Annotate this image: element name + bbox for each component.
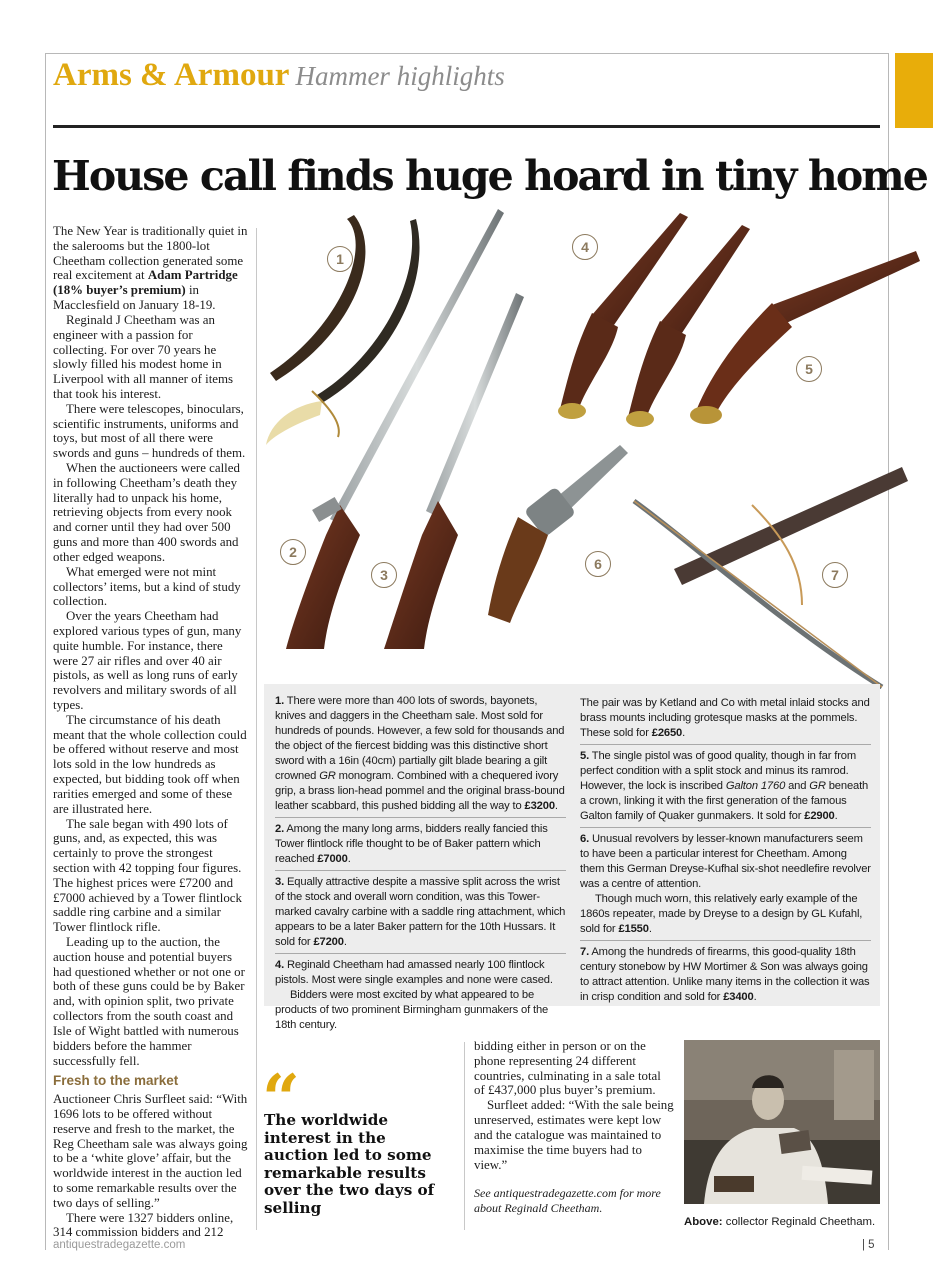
paragraph: What emerged were not mint collectors’ items, but a kind of study collection. xyxy=(53,564,241,609)
pull-quote: The worldwide interest in the auction led to some remarkable results over the two days of selling xyxy=(264,1111,435,1217)
caption-3: 3. Equally attractive despite a massive split across the wrist of the stock and overall worn condition, was this Tower-marked cavalry carbine with a saddle ring attachment, which appears to be a later Baker pattern for the 10th Hussars. It sold for £7200. xyxy=(275,875,566,954)
paragraph: Over the years Cheetham had explored various types of gun, many quite humble. For instance, there were 27 air rifles and over 40 air pistols, as well as long runs of early revolvers and military swords of all types. xyxy=(53,609,242,712)
captions-column-left xyxy=(275,694,566,1040)
paragraph: The sale began with 490 lots of guns, and, as expected, this was certainly to prove the strongest section with 42 topping four figures. The highest prices were £7200 and £7000 achieved by a Tower flintlock saddle ring carbine and a similar Tower flintlock rifle. xyxy=(53,816,242,935)
captions-box xyxy=(264,684,880,1031)
collector-photo xyxy=(684,1040,880,1204)
section-header xyxy=(53,57,505,94)
header-rule xyxy=(53,125,880,128)
column-divider xyxy=(256,228,257,1230)
column-divider xyxy=(464,1042,465,1230)
caption-2: 2. Among the many long arms, bidders really fancied this Tower flintlock rifle thought to be of Baker pattern which reached £7000. xyxy=(275,822,566,871)
paragraph: The New Year is traditionally quiet in the salerooms but the 1800-lot Cheetham collection generated some real excitement at Adam Partridge (18% buyer’s premium) in Macclesfield on January 18-19. xyxy=(53,224,248,313)
paragraph: There were telescopes, binoculars, scientific instruments, uniforms and toys, but most of all there were swords and guns – hundreds of them. xyxy=(53,401,246,461)
single-pistol-illustration xyxy=(690,251,920,424)
caption-6: 6. Unusual revolvers by lesser-known manufacturers seem to have been a particular interest for Cheetham. Among them this German Dreyse-Kufhal six-shot needlefire revolver was a centre of attention. Though much worn, this relatively early example of the 1860s repeater, made by Dreyse to a design by GL Kufahl, sold for £1550. xyxy=(580,832,871,941)
paragraph: When the auctioneers were called in following Cheetham’s death they literally had to unpack his home, retrieving objects from every nook and corner until they had over 500 guns and more than 400 swords and other edged weapons. xyxy=(53,461,240,564)
page-number: | 5 xyxy=(862,1239,875,1251)
section-name: Arms & Armour xyxy=(53,57,290,93)
page-title: House call finds huge hoard in tiny home xyxy=(52,152,927,200)
photo-badge-1: 1 xyxy=(327,246,353,272)
caption-7: 7. Among the hundreds of firearms, this good-quality 18th century stonebow by HW Mortimer & Son was always going to attract attention. Unlike many items in the collection it was in crisp condition and sold for £3400. xyxy=(580,946,870,1003)
caption-1: 1. There were more than 400 lots of swords, bayonets, knives and daggers in the Cheetham sale. Most sold for hundreds of pounds. However, a few sold for thousands and the object of the fiercest bidding was this distinctive short sword with a 16in (40cm) partially gilt blade bearing a gilt crowned GR monogram. Combined with a chequered ivory grip, a brass lion-head pommel and the original brass-bound leather scabbard, this pushed bidding all the way to £3200. xyxy=(275,694,566,818)
revolver-illustration xyxy=(488,445,628,623)
photo-badge-3: 3 xyxy=(371,562,397,588)
paragraph: Auctioneer Chris Surfleet said: “With 1696 lots to be offered without reserve and fresh to the market, the Reg Cheetham sale was always going to be a ‘white glove’ affair, but the worldwide interest in the auction led to some remarkable results over the two days of selling.” xyxy=(53,1092,248,1210)
subheading: Fresh to the market xyxy=(53,1073,179,1089)
caption-5: 5. The single pistol was of good quality, though in far from perfect condition with a split stock and minus its ramrod. However, the lock is inscribed Galton 1760 and GR beneath a crown, linking it with the first generation of the famous Galton family of Quaker gunmakers. It sold for £2900. xyxy=(580,749,871,828)
caption-4-continued: The pair was by Ketland and Co with metal inlaid stocks and brass mounts including grotesque masks at the pommels. These sold for £2650. xyxy=(580,696,871,745)
rifle-illustration xyxy=(286,209,504,649)
article-column-left xyxy=(53,224,248,1240)
paragraph: Leading up to the auction, the auction house and potential buyers had questioned whether or not one or both of these guns could be by Baker and, with opinion split, two private collectors from the south coast and Isle of Wight battled with numerous bidders before the hammer successfully fell. xyxy=(53,935,245,1068)
photo-badge-6: 6 xyxy=(585,551,611,577)
section-color-tab xyxy=(895,53,933,128)
photo-badge-7: 7 xyxy=(822,562,848,588)
section-subtitle: Hammer highlights xyxy=(295,61,505,91)
paragraph: bidding either in person or on the phone representing 24 different countries, culminating in a sale total of £437,000 plus buyer’s premium. xyxy=(474,1039,661,1098)
article-column-middle xyxy=(474,1039,674,1215)
crossbow-illustration xyxy=(634,467,908,687)
paragraph: There were 1327 bidders online, 314 commission bidders and 212 xyxy=(53,1210,234,1240)
auction-house-name: Adam Partridge (18% buyer’s premium) xyxy=(53,268,238,298)
captions-column-right xyxy=(580,696,871,1012)
paragraph: Surfleet added: “With the sale being unreserved, estimates were kept low and the catalogue was maintained to maximise the time buyers had to view.” xyxy=(474,1098,674,1172)
photo-caption: Above: collector Reginald Cheetham. xyxy=(684,1216,876,1228)
photo-badge-4: 4 xyxy=(572,234,598,260)
paragraph: The circumstance of his death meant that the whole collection could be offered without reserve and most lots sold in the low hundreds as expected, but bidding took off when rarities emerged and some of these are illustrated here. xyxy=(53,712,247,816)
quote-mark-icon: “ xyxy=(262,1060,300,1138)
see-also-note: See antiquestradegazette.com for more about Reginald Cheetham. xyxy=(474,1186,661,1215)
footer-site: antiquestradegazette.com xyxy=(53,1239,186,1251)
caption-4: 4. Reginald Cheetham had amassed nearly 100 flintlock pistols. Most were single examples and none were cased. Bidders were most excited by what appeared to be products of two prominent Birmingham gunmakers of the 18th century. xyxy=(275,959,553,1031)
weapons-photo-montage xyxy=(262,205,924,695)
photo-badge-5: 5 xyxy=(796,356,822,382)
photo-badge-2: 2 xyxy=(280,539,306,565)
paragraph: Reginald J Cheetham was an engineer with a passion for collecting. For over 70 years he slowly filled his modest home in Liverpool with all manner of items that took his interest. xyxy=(53,312,234,401)
